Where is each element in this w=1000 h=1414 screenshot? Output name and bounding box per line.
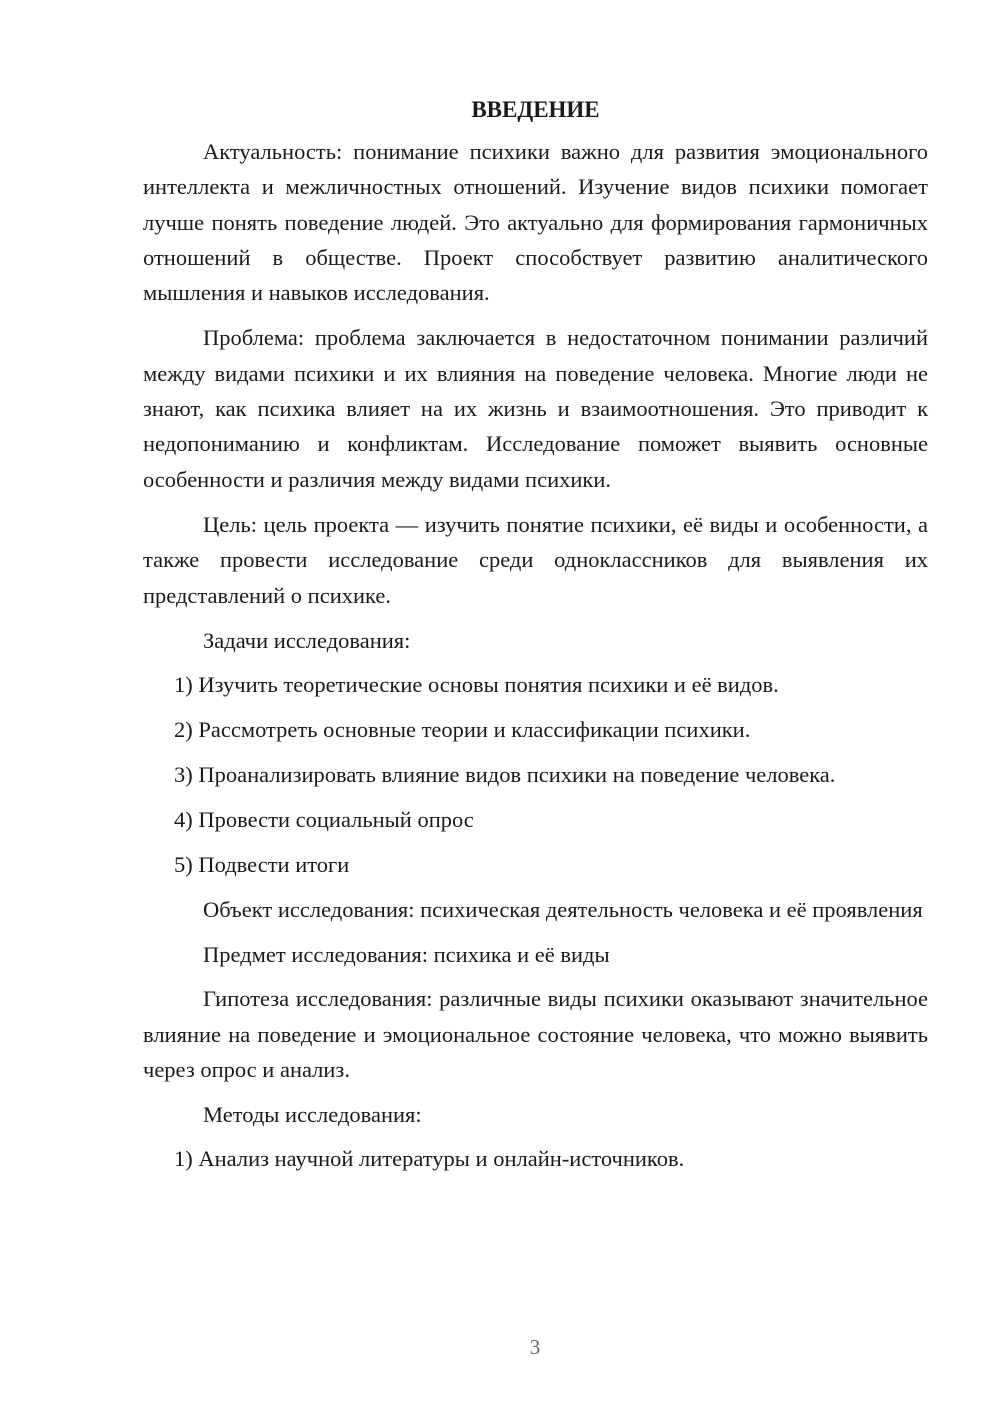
list-item: 1) Анализ научной литературы и онлайн-источников. <box>174 1146 685 1172</box>
paragraph-hypothesis: Гипотеза исследования: различные виды психики оказывают значительное влияние на поведение и эмоциональное состояние человека, что можно выявить через опрос и анализ. <box>143 986 928 1082</box>
methods-list <box>143 1141 928 1176</box>
paragraph-problem: Проблема: проблема заключается в недостаточном понимании различий между видами психики и их влияния на поведение человека. Многие люди не знают, как психика влияет на их жизнь и взаимоотношения. Это приводит к недопониманию и конфликтам. Исследование поможет выявить основные особенности и различия между видами психики. <box>143 325 928 492</box>
paragraph-goal: Цель: цель проекта — изучить понятие психики, её виды и особенности, а также провести исследование среди одноклассников для выявления их представлений о психике. <box>143 511 928 608</box>
list-item: 5) Подвести итоги <box>174 851 350 877</box>
paragraph-relevance: Актуальность: понимание психики важно для развития эмоционального интеллекта и межличностных отношений. Изучение видов психики помогает лучше понять поведение людей. Это актуально для формирования гармоничных отношений в обществе. Проект способствует развитию аналитического мышления и навыков исследования. <box>143 139 928 306</box>
page-number: 3 <box>529 1335 541 1359</box>
page-title: ВВЕДЕНИЕ <box>471 97 600 122</box>
tasks-list <box>143 667 928 882</box>
page-content <box>143 92 928 1186</box>
methods-title: Методы исследования: <box>203 1102 422 1128</box>
list-item: 3) Проанализировать влияние видов психики на поведение человека. <box>174 761 836 787</box>
paragraph-object: Объект исследования: психическая деятельность человека и её проявления <box>203 896 923 922</box>
paragraph-subject: Предмет исследования: психика и её виды <box>203 941 610 967</box>
list-item: 1) Изучить теоретические основы понятия психики и её видов. <box>174 672 779 698</box>
tasks-title: Задачи исследования: <box>203 627 411 653</box>
list-item: 4) Провести социальный опрос <box>174 806 474 832</box>
list-item: 2) Рассмотреть основные теории и классификации психики. <box>174 717 751 743</box>
